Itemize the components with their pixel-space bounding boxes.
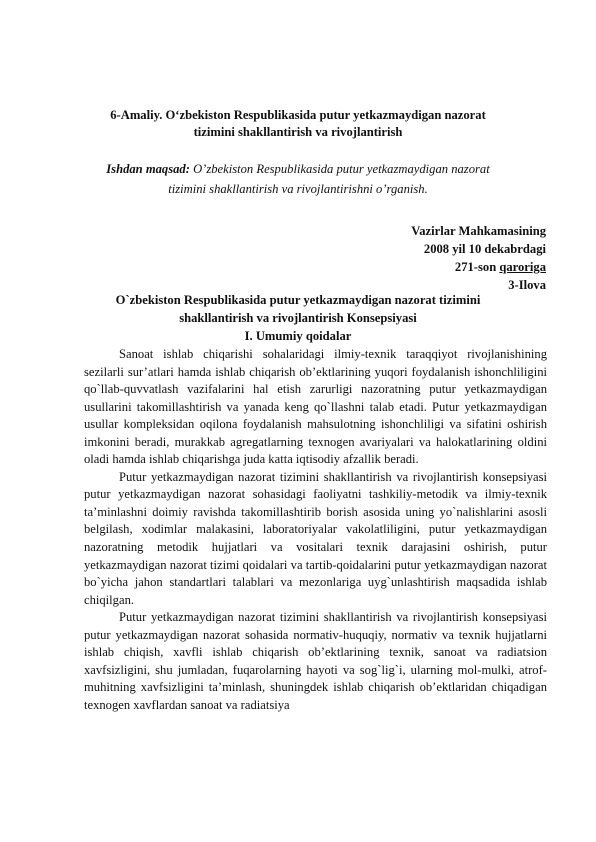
approval-line: 2008 yil 10 dekabrdagi xyxy=(423,242,546,256)
paragraph: Sanoat ishlab chiqarishi sohalaridagi ilmiy-texnik taraqqiyot rivojlanishining sezilarli sur’atlari hamda ishlab chiqarish ob’ektlarining yuqori foydalanish ishonchliligini qo`llab-quvvatlash vazifalarini hal etish zarurligi nazoratning putur yetkazmaydigan usullarini takomillashtirish va yanada keng qo`llashni talab etadi. Putur yetkazmaydigan usullar kompleksidan oqilona foydalanish mahsulotning ishonchliligi va sifatini oshirish imkonini beradi, murakkab agregatlarning texnogen avariyalari va halokatlarining oldini oladi hamda ishlab chiqarishga juda katta iqtisodiy afzallik beradi. xyxy=(84,347,547,467)
section-heading: I. Umumiy qoidalar xyxy=(244,329,352,343)
approval-block xyxy=(246,222,546,294)
title-line: 6-Amaliy. O‘zbekiston Respublikasida putur yetkazmaydigan nazorat xyxy=(110,108,486,122)
concept-title xyxy=(90,292,506,327)
goal-statement xyxy=(90,159,506,199)
paragraph: Putur yetkazmaydigan nazorat tizimini shakllantirish va rivojlantirish konsepsiyasi putur yetkazmaydigan nazorat sohasida normativ-huquqiy, normativ va texnik hujjatlarni ishlab chiqish, xavfli ishlab chiqarish ob’ektlarining texnik, sanoat va radiatsion xavfsizligini, shu jumladan, fuqarolarning hayoti va sog`lig`i, ularning mol-mulki, atrof-muhitning xavfsizligini ta’minlash, shuningdek ishlab chiqarish ob’ektlaridan chiqadigan texnogen xavflardan sanoat va radiatsiya xyxy=(84,610,547,712)
concept-title-line: shakllantirish va rivojlantirish Konsepsiyasi xyxy=(179,310,417,325)
document-title xyxy=(90,107,506,141)
approval-line xyxy=(246,258,546,276)
goal-line: tizimini shakllantirish va rivojlantirishni o’rganish. xyxy=(168,182,428,196)
title-line: tizimini shakllantirish va rivojlantirish xyxy=(193,125,403,139)
goal-label: Ishdan maqsad: xyxy=(106,162,190,176)
goal-line xyxy=(90,159,506,179)
concept-title-line: O`zbekiston Respublikasida putur yetkazmaydigan nazorat tizimini xyxy=(115,293,481,307)
resolution-number: 271-son xyxy=(454,260,500,274)
paragraph: Putur yetkazmaydigan nazorat tizimini shakllantirish va rivojlantirish konsepsiyasi putur yetkazmaydigan nazorat sohasidagi faoliyatni tashkiliy-metodik va ilmiy-texnik ta’minlashni doimiy ravishda takomillashtirib borish asosida uning yo`nalishlarini asosli belgilash, xodimlar malakasini, laboratoriyalar vakolatliligini, putur yetkazmaydigan nazoratning metodik hujjatlari va vositalari texnik darajasini oshirish, putur yetkazmaydigan nazorat tizimi qoidalari va tartib-qoidalarini putur yetkazmaydigan nazorat bo`yicha jahon standartlari talablari va mezonlariga uyg`unlashtirish maqsadida ishlab chiqilgan. xyxy=(84,469,547,607)
appendix-label: 3-Ilova xyxy=(508,278,546,292)
body-text xyxy=(84,346,547,714)
resolution-link[interactable]: qaroriga xyxy=(499,260,546,274)
goal-text: O’zbekiston Respublikasida putur yetkazmaydigan nazorat xyxy=(189,162,490,176)
approval-line: Vazirlar Mahkamasining xyxy=(411,224,546,238)
